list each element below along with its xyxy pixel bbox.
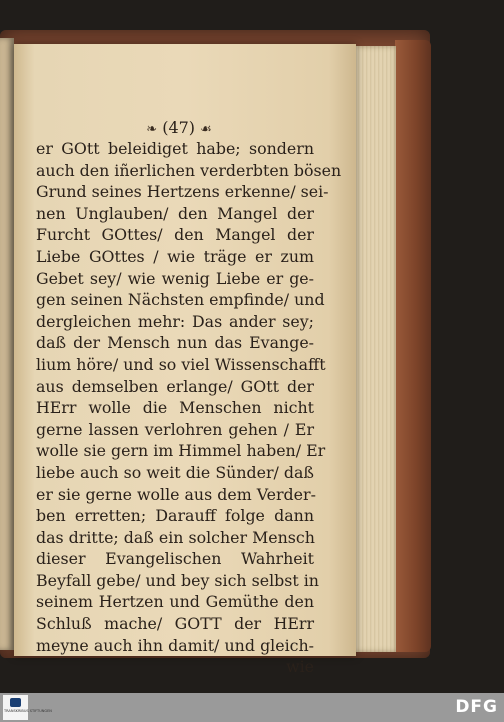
text-line: Furcht GOttes/ den Mangel der (36, 225, 314, 245)
text-line: wolle sie gern im Himmel haben/ Er (36, 441, 326, 461)
institution-logo[interactable] (3, 695, 52, 720)
text-line: er sie gerne wolle aus dem Verder- (36, 484, 316, 504)
text-line: gen seinen Nächsten empfinde/ und (36, 290, 325, 310)
page-number: 47 (168, 118, 189, 137)
viewer-footer (0, 693, 504, 722)
text-line: aus demselben erlange/ GOtt der (36, 376, 314, 396)
logo-caption: TRANSKRIBUS STIFTUNGEN (4, 709, 52, 713)
text-line: ben erretten; Darauff folge dann (36, 506, 314, 526)
text-line: liebe auch so weit die Sünder/ daß (36, 462, 314, 482)
text-line: dergleichen mehr: Das ander sey; (36, 311, 314, 331)
text-line: dieser Evangelischen Wahrheit (36, 549, 314, 569)
text-line: Liebe GOttes / wie träge er zum (36, 246, 314, 266)
text-line: Grund seines Hertzens erkenne/ sei- (36, 182, 329, 202)
text-line: das dritte; daß ein solcher Mensch (36, 527, 315, 547)
text-line: wie (286, 657, 314, 677)
facing-page-edge (0, 38, 14, 650)
text-line: nen Unglauben/ den Mangel der (36, 203, 314, 223)
book-cover-edge (395, 40, 431, 652)
ornament-right-icon: ☙ (200, 122, 212, 137)
text-line: er GOtt beleidiget habe; sondern (36, 139, 314, 158)
text-line: HErr wolle die Menschen nicht (36, 398, 314, 418)
page-stack (352, 46, 396, 652)
text-line: Beyfall gebe/ und bey sich selbst in (36, 570, 319, 590)
text-line: daß der Mensch nun das Evange- (36, 333, 314, 353)
page-header: ❧ (47) ☙ (146, 118, 212, 137)
text-line: seinem Hertzen und Gemüthe den (36, 592, 314, 612)
text-line: meyne auch ihn damit/ und gleich- (36, 635, 314, 655)
text-line: Schluß mache/ GOTT der HErr (36, 614, 314, 634)
book-page (14, 44, 356, 677)
text-line: Gebet sey/ wie wenig Liebe er ge- (36, 268, 314, 288)
text-line: gerne lassen verlohren gehen / Er (36, 419, 314, 439)
ornament-left-icon: ❧ (146, 122, 158, 137)
text-line: auch den iñerlichen verderbten bösen (36, 160, 342, 180)
dfg-logo[interactable]: DFG (455, 697, 498, 717)
page-text (36, 138, 342, 678)
text-line: lium höre/ und so viel Wissenschafft (36, 354, 326, 374)
